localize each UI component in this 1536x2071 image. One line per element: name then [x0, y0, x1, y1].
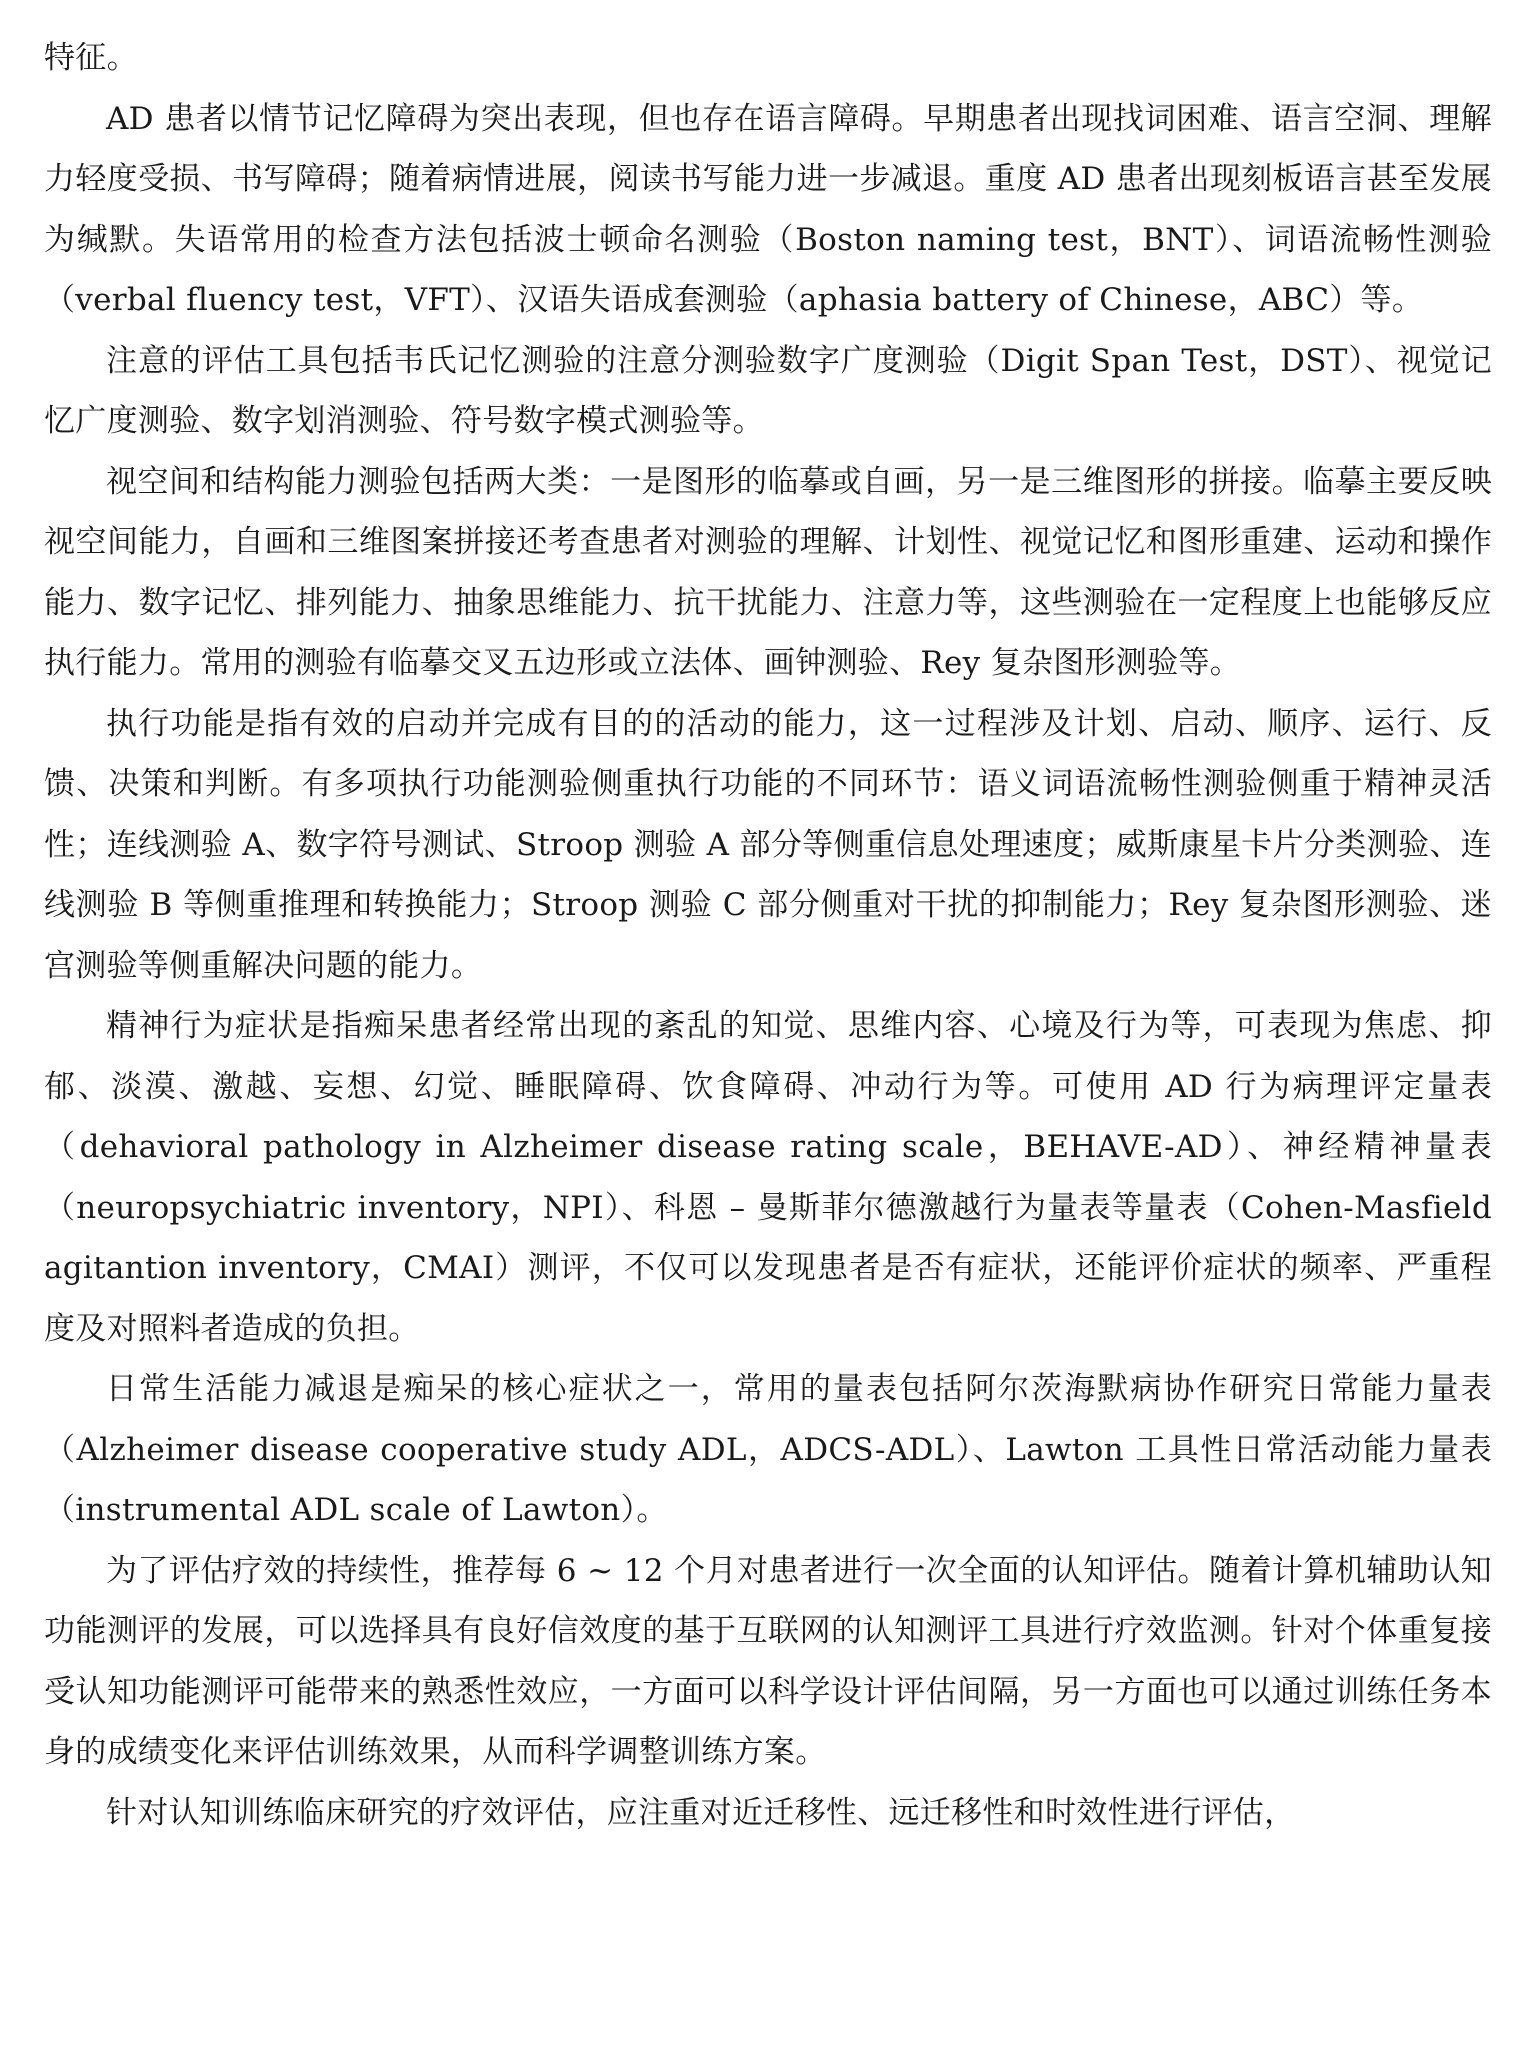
paragraph-language-disorder: AD 患者以情节记忆障碍为突出表现，但也存在语言障碍。早期患者出现找词困难、语言空洞、理解力轻度受损、书写障碍；随着病情进展，阅读书写能力进一步减退。重度 AD 患者出现刻板语言甚至发展为缄默。失语常用的检查方法包括波士顿命名测验（Boston naming test，BNT）、词语流畅性测验（verbal fluency test，VFT）、汉语失语成套测验（aphasia battery of Chinese，ABC）等。	[44, 100, 1492, 318]
paragraph-visuospatial-tests: 视空间和结构能力测验包括两大类：一是图形的临摹或自画，另一是三维图形的拼接。临摹主要反映视空间能力，自画和三维图案拼接还考查患者对测验的理解、计划性、视觉记忆和图形重建、运动和操作能力、数字记忆、排列能力、抽象思维能力、抗干扰能力、注意力等，这些测验在一定程度上也能够反应执行能力。常用的测验有临摹交叉五边形或立法体、画钟测验、Rey 复杂图形测验等。	[44, 463, 1492, 681]
document-page	[44, 28, 1492, 1843]
paragraph-behavioral-symptoms: 精神行为症状是指痴呆患者经常出现的紊乱的知觉、思维内容、心境及行为等，可表现为焦虑、抑郁、淡漠、激越、妄想、幻觉、睡眠障碍、饮食障碍、冲动行为等。可使用 AD 行为病理评定量表（dehavioral pathology in Alzheimer disease rating scale，BEHAVE-AD）、神经精神量表（neuropsychiatric inventory，NPI）、科恩 – 曼斯菲尔德激越行为量表等量表（Cohen-Masfield agitantion inventory，CMAI）测评，不仅可以发现患者是否有症状，还能评价症状的频率、严重程度及对照料者造成的负担。	[44, 1008, 1492, 1347]
paragraph-attention-assessment: 注意的评估工具包括韦氏记忆测验的注意分测验数字广度测验（Digit Span Test，DST）、视觉记忆广度测验、数字划消测验、符号数字模式测验等。	[44, 342, 1492, 439]
paragraph-training-evaluation: 针对认知训练临床研究的疗效评估，应注重对近迁移性、远迁移性和时效性进行评估，	[106, 1794, 1296, 1831]
paragraph-executive-function: 执行功能是指有效的启动并完成有目的的活动的能力，这一过程涉及计划、启动、顺序、运行、反馈、决策和判断。有多项执行功能测验侧重执行功能的不同环节：语义词语流畅性测验侧重于精神灵活性；连线测验 A、数字符号测试、Stroop 测验 A 部分等侧重信息处理速度；威斯康星卡片分类测验、连线测验 B 等侧重推理和转换能力；Stroop 测验 C 部分侧重对干扰的抑制能力；Rey 复杂图形测验、迷宫测验等侧重解决问题的能力。	[44, 705, 1492, 984]
paragraph-daily-living: 日常生活能力减退是痴呆的核心症状之一，常用的量表包括阿尔茨海默病协作研究日常能力量表（Alzheimer disease cooperative study ADL，ADCS-ADL）、Lawton 工具性日常活动能力量表（instrumental ADL scale of Lawton）。	[44, 1371, 1492, 1528]
paragraph-efficacy-followup: 为了评估疗效的持续性，推荐每 6 ~ 12 个月对患者进行一次全面的认知评估。随着计算机辅助认知功能测评的发展，可以选择具有良好信效度的基于互联网的认知测评工具进行疗效监测。针对个体重复接受认知功能测评可能带来的熟悉性效应，一方面可以科学设计评估间隔，另一方面也可以通过训练任务本身的成绩变化来评估训练效果，从而科学调整训练方案。	[44, 1552, 1492, 1770]
paragraph-continuation: 特征。	[44, 40, 138, 76]
